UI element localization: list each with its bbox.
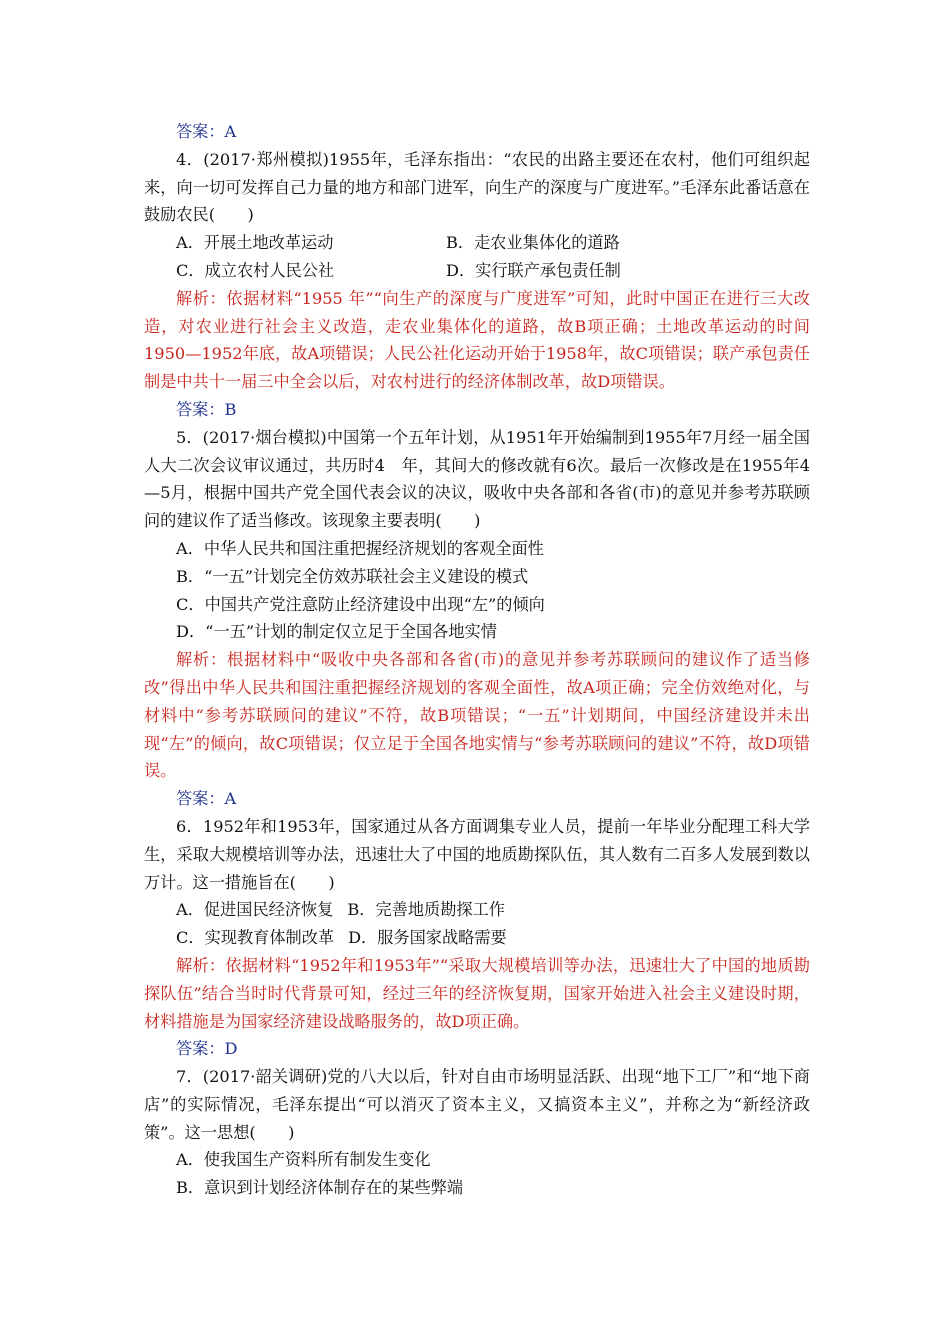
option-b: B．走农业集体化的道路 (446, 233, 620, 253)
answer-line: 答案：A (176, 122, 237, 141)
question-6: 6．1952年和1953年，国家通过从各方面调集专业人员，提前一年毕业分配理工科大学生，采取大规模培训等办法，迅速壮大了中国的地质勘探队伍，其人数有二百多人发展到数以万计。这一措施旨在( ) (144, 816, 810, 892)
answer-line: 答案：A (176, 789, 237, 809)
question-7: 7．(2017·韶关调研)党的八大以后，针对自由市场明显活跃、出现“地下工厂”和“地下商店”的实际情况，毛泽东提出“可以消灭了资本主义，又搞资本主义”，并称之为“新经济政策”。这一思想( ) (144, 1067, 810, 1142)
options-row (144, 229, 810, 257)
option-c: C．中国共产党注意防止经济建设中出现“左”的倾向 (176, 594, 545, 614)
options-row (144, 257, 810, 285)
option-b: B．“一五”计划完全仿效苏联社会主义建设的模式 (176, 566, 529, 586)
answer-line: 答案：D (176, 1039, 238, 1059)
option-c: C．成立农村人民公社 (176, 260, 335, 280)
option-c: C．实现教育体制改革 (176, 928, 335, 948)
question-4: 4．(2017·郑州模拟)1955年，毛泽东指出：“农民的出路主要还在农村，他们可组织起来，向一切可发挥自己力量的地方和部门进军，向生产的深度与广度进军。”毛泽东此番话意在鼓励农民( ) (144, 149, 810, 225)
option-b: B．意识到计划经济体制存在的某些弊端 (176, 1178, 464, 1198)
option-a: A．中华人民共和国注重把握经济规划的客观全面性 (176, 538, 544, 558)
options-row (144, 924, 810, 952)
option-a: A．开展土地改革运动 (176, 233, 334, 253)
answer-line: 答案：B (176, 399, 237, 419)
document-page (144, 118, 810, 1202)
question-5: 5．(2017·烟台模拟)中国第一个五年计划，从1951年开始编制到1955年7月经一届全国人大二次会议审议通过，共历时4 年，其间大的修改就有6次。最后一次修改是在1955年4—5月，根据中国共产党全国代表会议的决议，吸收中央各部和各省(市)的意见并参考苏联顾问的建议作了适当修改。该现象主要表明( ) (144, 427, 810, 531)
option-a: A．使我国生产资料所有制发生变化 (176, 1150, 431, 1170)
option-d: D．“一五”计划的制定仅立足于全国各地实情 (176, 622, 497, 642)
options-row (144, 896, 810, 924)
option-d: D．服务国家战略需要 (348, 928, 507, 948)
option-a: A．促进国民经济恢复 (176, 900, 334, 920)
explanation: 解析：依据材料“1952年和1953年”“采取大规模培训等办法，迅速壮大了中国的地质勘探队伍”结合当时时代背景可知，经过三年的经济恢复期，国家开始进入社会主义建设时期，材料措施是为国家经济建设战略服务的，故D项正确。 (144, 955, 810, 1031)
option-d: D．实行联产承包责任制 (446, 260, 621, 280)
option-b: B．完善地质勘探工作 (347, 900, 505, 920)
explanation: 解析：依据材料“1955 年”“向生产的深度与广度进军”可知，此时中国正在进行三大改造，对农业进行社会主义改造，走农业集体化的道路，故B项正确；土地改革运动的时间1950—1952年底，故A项错误；人民公社化运动开始于1958年，故C项错误；联产承包责任制是中共十一届三中全会以后，对农村进行的经济体制改革，故D项错误。 (144, 288, 810, 392)
explanation: 解析：根据材料中“吸收中央各部和各省(市)的意见并参考苏联顾问的建议作了适当修改”得出中华人民共和国注重把握经济规划的客观全面性，故A项正确；完全仿效绝对化，与材料中“参考苏联顾问的建议”不符，故B项错误；“一五”计划期间，中国经济建设并未出现“左”的倾向，故C项错误；仅立足于全国各地实情与“参考苏联顾问的建议”不符，故D项错误。 (144, 650, 810, 781)
